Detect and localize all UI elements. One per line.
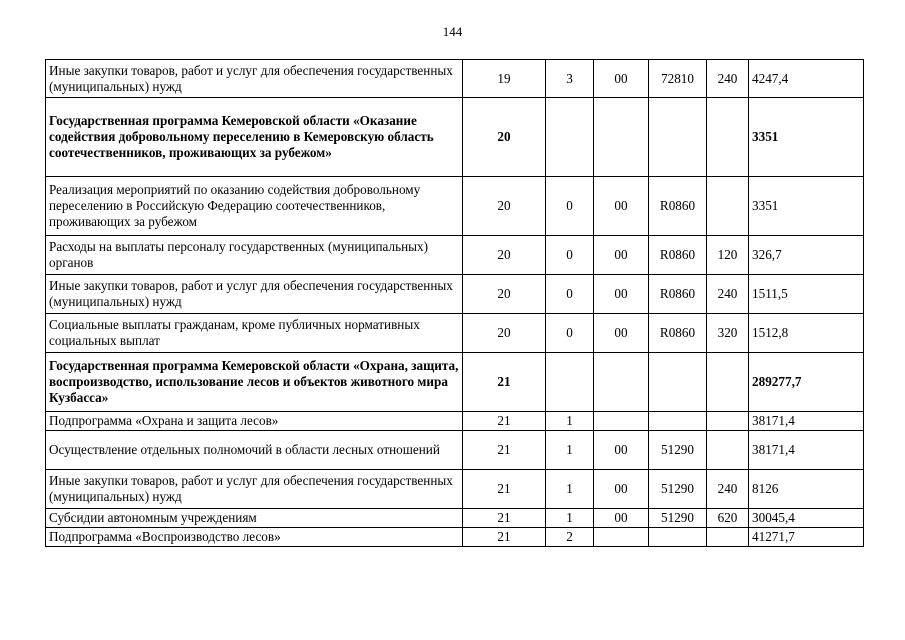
row-amount: 3351 xyxy=(749,177,864,236)
row-direction-code xyxy=(649,353,707,412)
row-expense-type: 240 xyxy=(707,60,749,98)
row-amount: 38171,4 xyxy=(749,431,864,470)
row-amount: 8126 xyxy=(749,470,864,509)
row-item-code xyxy=(594,353,649,412)
row-subprogram-code: 0 xyxy=(546,275,594,314)
row-subprogram-code: 0 xyxy=(546,177,594,236)
row-expense-type: 240 xyxy=(707,470,749,509)
row-expense-type xyxy=(707,177,749,236)
table-row xyxy=(46,98,864,177)
row-item-code: 00 xyxy=(594,431,649,470)
row-program-code: 20 xyxy=(463,236,546,275)
row-expense-type xyxy=(707,353,749,412)
row-subprogram-code: 1 xyxy=(546,431,594,470)
row-item-code: 00 xyxy=(594,275,649,314)
row-name: Подпрограмма «Воспроизводство лесов» xyxy=(46,528,463,547)
row-name: Иные закупки товаров, работ и услуг для обеспечения государственных (муниципальных) нужд xyxy=(46,60,463,98)
row-name: Иные закупки товаров, работ и услуг для обеспечения государственных (муниципальных) нужд xyxy=(46,275,463,314)
row-program-code: 20 xyxy=(463,314,546,353)
row-item-code: 00 xyxy=(594,509,649,528)
row-subprogram-code: 1 xyxy=(546,470,594,509)
row-direction-code: 51290 xyxy=(649,509,707,528)
table-row xyxy=(46,314,864,353)
row-amount: 3351 xyxy=(749,98,864,177)
row-name: Государственная программа Кемеровской области «Охрана, защита, воспроизводство, использование лесов и объектов животного мира Кузбасса» xyxy=(46,353,463,412)
table-row xyxy=(46,431,864,470)
row-item-code: 00 xyxy=(594,314,649,353)
row-item-code xyxy=(594,528,649,547)
row-item-code xyxy=(594,98,649,177)
row-program-code: 21 xyxy=(463,431,546,470)
row-subprogram-code: 0 xyxy=(546,314,594,353)
row-item-code: 00 xyxy=(594,60,649,98)
row-amount: 30045,4 xyxy=(749,509,864,528)
row-item-code xyxy=(594,412,649,431)
row-direction-code: 72810 xyxy=(649,60,707,98)
row-expense-type xyxy=(707,412,749,431)
row-direction-code: R0860 xyxy=(649,177,707,236)
row-program-code: 21 xyxy=(463,509,546,528)
row-name: Осуществление отдельных полномочий в области лесных отношений xyxy=(46,431,463,470)
row-subprogram-code: 1 xyxy=(546,509,594,528)
row-amount: 326,7 xyxy=(749,236,864,275)
table-row xyxy=(46,470,864,509)
row-name: Социальные выплаты гражданам, кроме публичных нормативных социальных выплат xyxy=(46,314,463,353)
table-row xyxy=(46,275,864,314)
row-name: Подпрограмма «Охрана и защита лесов» xyxy=(46,412,463,431)
table-row xyxy=(46,509,864,528)
row-expense-type: 120 xyxy=(707,236,749,275)
row-direction-code: 51290 xyxy=(649,431,707,470)
table-row xyxy=(46,236,864,275)
row-program-code: 20 xyxy=(463,275,546,314)
row-name: Субсидии автономным учреждениям xyxy=(46,509,463,528)
row-amount: 41271,7 xyxy=(749,528,864,547)
row-direction-code: R0860 xyxy=(649,236,707,275)
row-expense-type xyxy=(707,98,749,177)
row-subprogram-code: 0 xyxy=(546,236,594,275)
row-amount: 4247,4 xyxy=(749,60,864,98)
row-amount: 1512,8 xyxy=(749,314,864,353)
row-expense-type xyxy=(707,431,749,470)
row-expense-type xyxy=(707,528,749,547)
page-number: 144 xyxy=(442,24,463,39)
table-row xyxy=(46,353,864,412)
row-direction-code xyxy=(649,412,707,431)
row-direction-code: R0860 xyxy=(649,314,707,353)
row-amount: 38171,4 xyxy=(749,412,864,431)
budget-table xyxy=(45,59,864,547)
table-row xyxy=(46,60,864,98)
row-name: Иные закупки товаров, работ и услуг для обеспечения государственных (муниципальных) нужд xyxy=(46,470,463,509)
table-row xyxy=(46,528,864,547)
row-subprogram-code xyxy=(546,98,594,177)
row-program-code: 19 xyxy=(463,60,546,98)
row-name: Реализация мероприятий по оказанию содействия добровольному переселению в Российскую Федерацию соотечественников, проживающих за рубежом xyxy=(46,177,463,236)
row-program-code: 21 xyxy=(463,528,546,547)
row-subprogram-code xyxy=(546,353,594,412)
row-program-code: 21 xyxy=(463,353,546,412)
row-program-code: 21 xyxy=(463,470,546,509)
row-program-code: 21 xyxy=(463,412,546,431)
row-item-code: 00 xyxy=(594,236,649,275)
row-name: Расходы на выплаты персоналу государственных (муниципальных) органов xyxy=(46,236,463,275)
row-expense-type: 320 xyxy=(707,314,749,353)
row-program-code: 20 xyxy=(463,98,546,177)
table-row xyxy=(46,177,864,236)
row-subprogram-code: 1 xyxy=(546,412,594,431)
row-subprogram-code: 3 xyxy=(546,60,594,98)
row-direction-code: R0860 xyxy=(649,275,707,314)
row-item-code: 00 xyxy=(594,470,649,509)
row-expense-type: 240 xyxy=(707,275,749,314)
row-direction-code: 51290 xyxy=(649,470,707,509)
row-expense-type: 620 xyxy=(707,509,749,528)
table-row xyxy=(46,412,864,431)
row-amount: 289277,7 xyxy=(749,353,864,412)
row-direction-code xyxy=(649,528,707,547)
row-name: Государственная программа Кемеровской области «Оказание содействия добровольному переселению в Кемеровскую область соотечественников, проживающих за рубежом» xyxy=(46,98,463,177)
row-direction-code xyxy=(649,98,707,177)
row-amount: 1511,5 xyxy=(749,275,864,314)
row-item-code: 00 xyxy=(594,177,649,236)
row-subprogram-code: 2 xyxy=(546,528,594,547)
row-program-code: 20 xyxy=(463,177,546,236)
